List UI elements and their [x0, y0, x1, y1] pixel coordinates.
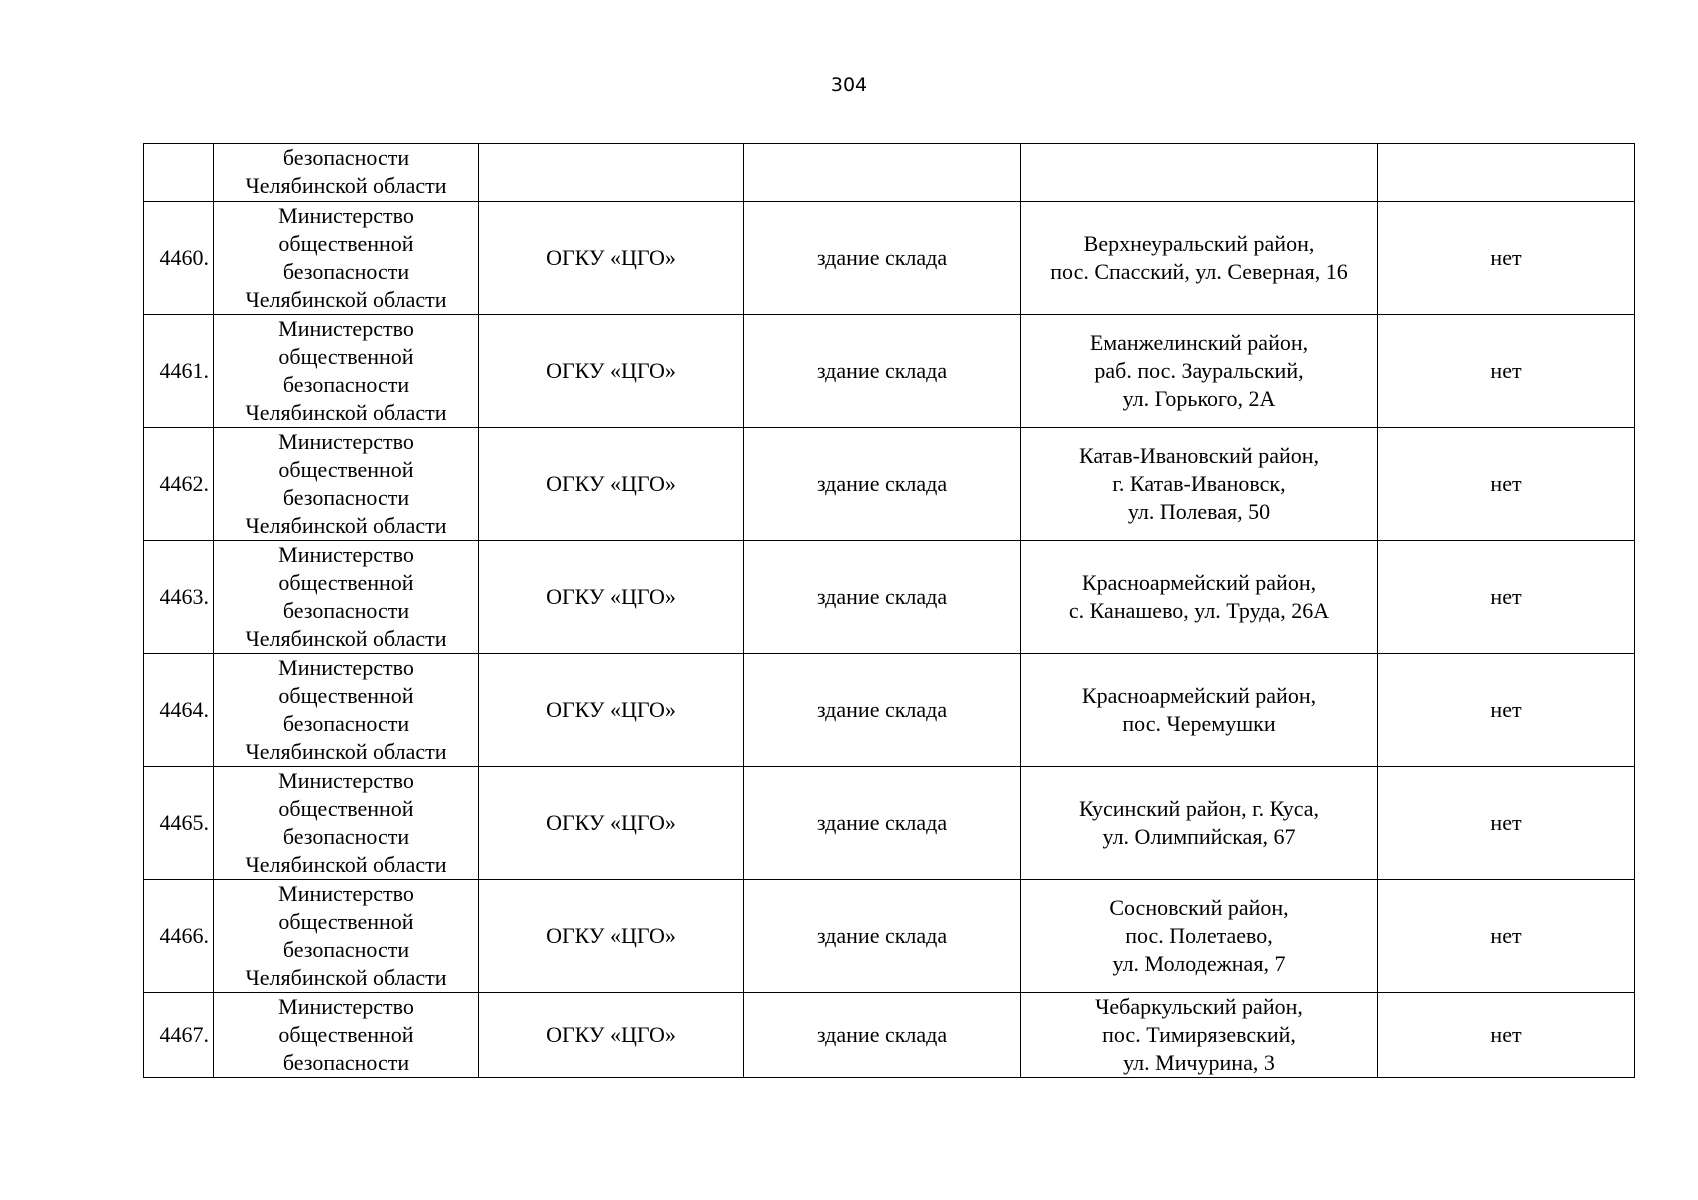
row-number-cell: 4462.: [144, 428, 214, 541]
table-row: [144, 767, 1635, 880]
holder-cell: ОГКУ «ЦГО»: [479, 767, 744, 880]
status-cell: нет: [1378, 993, 1635, 1078]
object-cell: здание склада: [744, 315, 1021, 428]
table-row: [144, 880, 1635, 993]
address-cell: Катав-Ивановский район, г. Катав-Ивановск, ул. Полевая, 50: [1021, 428, 1378, 541]
address-cell: Красноармейский район, с. Канашево, ул. Труда, 26А: [1021, 541, 1378, 654]
row-number-cell: 4464.: [144, 654, 214, 767]
page-number: 304: [830, 74, 868, 96]
object-cell: здание склада: [744, 880, 1021, 993]
holder-cell: ОГКУ «ЦГО»: [479, 428, 744, 541]
table-row: [144, 993, 1635, 1078]
table-row: [144, 202, 1635, 315]
holder-cell: ОГКУ «ЦГО»: [479, 880, 744, 993]
owner-cell: Министерство общественной безопасности: [214, 993, 479, 1078]
status-cell: нет: [1378, 428, 1635, 541]
address-cell: [1021, 144, 1378, 202]
owner-cell: Министерство общественной безопасности Челябинской области: [214, 428, 479, 541]
owner-cell: Министерство общественной безопасности Челябинской области: [214, 767, 479, 880]
object-cell: [744, 144, 1021, 202]
status-cell: нет: [1378, 654, 1635, 767]
status-cell: [1378, 144, 1635, 202]
row-number-cell: [144, 144, 214, 202]
row-number-cell: 4461.: [144, 315, 214, 428]
holder-cell: ОГКУ «ЦГО»: [479, 654, 744, 767]
row-number-cell: 4463.: [144, 541, 214, 654]
holder-cell: ОГКУ «ЦГО»: [479, 541, 744, 654]
row-number-cell: 4460.: [144, 202, 214, 315]
row-number-cell: 4467.: [144, 993, 214, 1078]
owner-cell: Министерство общественной безопасности Челябинской области: [214, 541, 479, 654]
address-cell: Чебаркульский район, пос. Тимирязевский, ул. Мичурина, 3: [1021, 993, 1378, 1078]
object-cell: здание склада: [744, 202, 1021, 315]
table-row-continuation: [144, 144, 1635, 202]
row-number-cell: 4466.: [144, 880, 214, 993]
object-cell: здание склада: [744, 541, 1021, 654]
status-cell: нет: [1378, 880, 1635, 993]
address-cell: Красноармейский район, пос. Черемушки: [1021, 654, 1378, 767]
address-cell: Еманжелинский район, раб. пос. Зауральский, ул. Горького, 2А: [1021, 315, 1378, 428]
holder-cell: ОГКУ «ЦГО»: [479, 993, 744, 1078]
table-row: [144, 428, 1635, 541]
owner-cell: безопасности Челябинской области: [214, 144, 479, 202]
owner-cell: Министерство общественной безопасности Челябинской области: [214, 880, 479, 993]
holder-cell: ОГКУ «ЦГО»: [479, 315, 744, 428]
address-cell: Кусинский район, г. Куса, ул. Олимпийская, 67: [1021, 767, 1378, 880]
table-row: [144, 541, 1635, 654]
owner-cell: Министерство общественной безопасности Челябинской области: [214, 315, 479, 428]
holder-cell: ОГКУ «ЦГО»: [479, 202, 744, 315]
address-cell: Сосновский район, пос. Полетаево, ул. Молодежная, 7: [1021, 880, 1378, 993]
table-row: [144, 654, 1635, 767]
owner-cell: Министерство общественной безопасности Челябинской области: [214, 202, 479, 315]
row-number-cell: 4465.: [144, 767, 214, 880]
status-cell: нет: [1378, 202, 1635, 315]
status-cell: нет: [1378, 541, 1635, 654]
status-cell: нет: [1378, 315, 1635, 428]
property-registry-table: [143, 143, 1635, 1078]
object-cell: здание склада: [744, 767, 1021, 880]
object-cell: здание склада: [744, 993, 1021, 1078]
holder-cell: [479, 144, 744, 202]
object-cell: здание склада: [744, 654, 1021, 767]
address-cell: Верхнеуральский район, пос. Спасский, ул. Северная, 16: [1021, 202, 1378, 315]
object-cell: здание склада: [744, 428, 1021, 541]
table-row: [144, 315, 1635, 428]
owner-cell: Министерство общественной безопасности Челябинской области: [214, 654, 479, 767]
status-cell: нет: [1378, 767, 1635, 880]
